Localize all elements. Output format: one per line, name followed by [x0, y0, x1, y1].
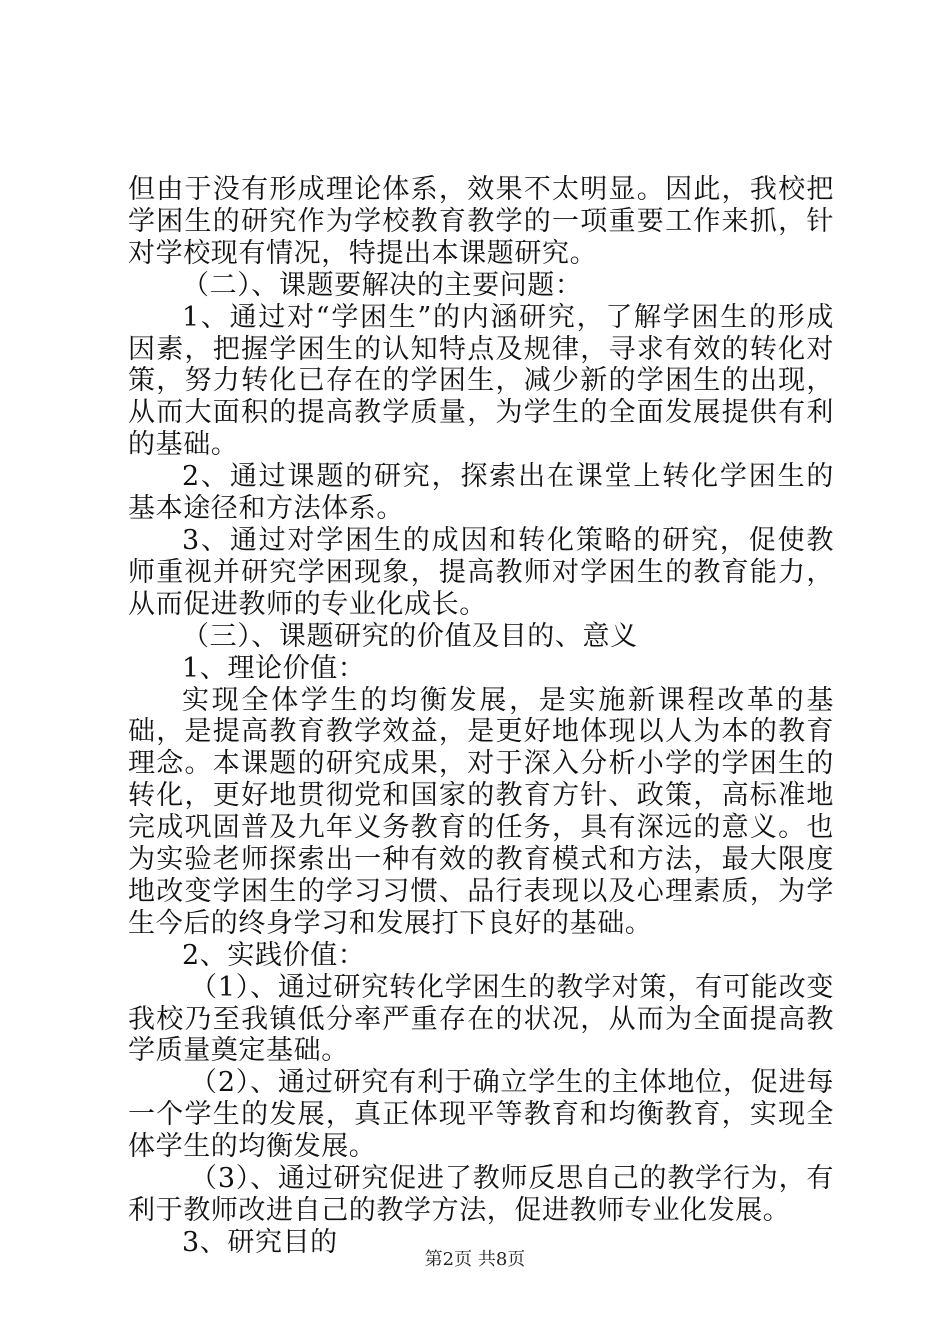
- paragraph-intro-continuation: 但由于没有形成理论体系，效果不太明显。因此，我校把学困生的研究作为学校教育教学的一项重要工作来抓，针对学校现有情况，特提出本课题研究。: [128, 174, 834, 269]
- paragraph-problem-1: 1、通过对“学困生”的内涵研究，了解学困生的形成因素，把握学困生的认知特点及规律，寻求有效的转化对策，努力转化已存在的学困生，减少新的学困生的出现，从而大面积的提高教学质量，为学生的全面发展提供有利的基础。: [128, 301, 834, 461]
- document-body: [128, 174, 834, 1259]
- subheading-practical-value: 2、实践价值：: [182, 939, 366, 971]
- section-heading-value-purpose: （三）、课题研究的价值及目的、意义: [182, 620, 638, 652]
- paragraph-theoretical-value: 实现全体学生的均衡发展，是实施新课程改革的基础，是提高教育教学效益，是更好地体现以人为本的教育理念。本课题的研究成果，对于深入分析小学的学困生的转化，更好地贯彻党和国家的教育方针、政策，高标准地完成巩固普及九年义务教育的任务，具有深远的意义。也为实验老师探索出一种有效的教育模式和方法，最大限度地改变学困生的学习习惯、品行表现以及心理素质，为学生今后的终身学习和发展打下良好的基础。: [128, 684, 834, 939]
- paragraph-problem-2: 2、通过课题的研究，探索出在课堂上转化学困生的基本途径和方法体系。: [128, 461, 834, 525]
- section-heading-main-problems: （二）、课题要解决的主要问题：: [182, 269, 583, 301]
- paragraph-practical-value-3: （3）、通过研究促进了教师反思自己的教学行为，有利于教师改进自己的教学方法，促进教师专业化发展。: [128, 1163, 834, 1226]
- paragraph-problem-3: 3、通过对学困生的成因和转化策略的研究，促使教师重视并研究学困现象，提高教师对学困生的教育能力，从而促进教师的专业化成长。: [128, 524, 834, 620]
- paragraph-practical-value-1: （1）、通过研究转化学困生的教学对策，有可能改变我校乃至我镇低分率严重存在的状况，从而为全面提高教学质量奠定基础。: [128, 971, 834, 1067]
- subheading-theoretical-value: 1、理论价值：: [182, 652, 366, 684]
- paragraph-practical-value-2: （2）、通过研究有利于确立学生的主体地位，促进每一个学生的发展，真正体现平等教育和均衡教育，实现全体学生的均衡发展。: [128, 1067, 834, 1163]
- subheading-research-purpose: 3、研究目的: [182, 1226, 338, 1258]
- page-number-footer: 第2页 共8页: [424, 1249, 526, 1270]
